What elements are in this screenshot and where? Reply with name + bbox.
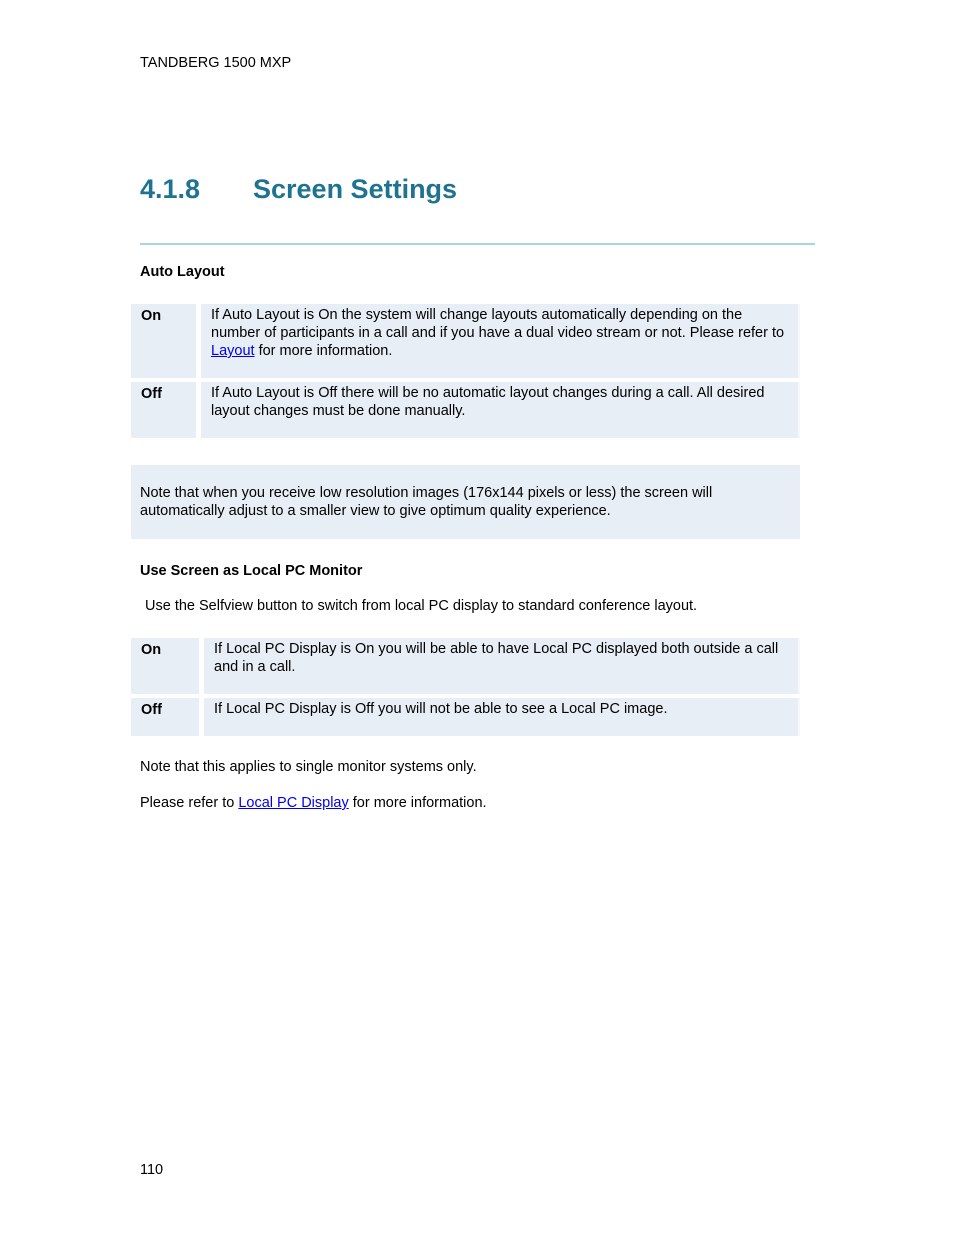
local-pc-on-key: On [131, 638, 199, 694]
low-resolution-note: Note that when you receive low resolution images (176x144 pixels or less) the screen will automatically adjust to a smaller view to give optimum quality experience. [131, 465, 800, 539]
local-pc-intro: Use the Selfview button to switch from local PC display to standard conference layout. [145, 598, 698, 614]
local-pc-heading: Use Screen as Local PC Monitor [140, 563, 363, 579]
auto-layout-on-description [201, 304, 800, 378]
auto-layout-off-description: If Auto Layout is Off there will be no automatic layout changes during a call. All desired layout changes must be done manually. [201, 382, 800, 438]
heading-divider [140, 243, 815, 245]
local-pc-reference [140, 794, 487, 812]
section-title: Screen Settings [253, 174, 458, 204]
layout-link[interactable]: Layout [211, 343, 255, 359]
auto-layout-off-key: Off [131, 382, 196, 438]
reference-text: Please refer to [140, 795, 239, 811]
auto-layout-on-text: If Auto Layout is On the system will change layouts automatically depending on the number of participants in a call and if you have a dual video stream or not. Please refer to [211, 307, 785, 341]
auto-layout-on-key: On [131, 304, 196, 378]
local-pc-off-key: Off [131, 698, 199, 736]
section-number: 4.1.8 [140, 174, 201, 204]
local-pc-display-link[interactable]: Local PC Display [238, 795, 349, 811]
page-number: 110 [140, 1162, 164, 1178]
reference-text-end: for more information. [348, 795, 487, 811]
auto-layout-heading: Auto Layout [140, 264, 225, 280]
local-pc-off-description: If Local PC Display is Off you will not be able to see a Local PC image. [204, 698, 800, 736]
section-heading [140, 171, 457, 207]
single-monitor-note: Note that this applies to single monitor systems only. [140, 759, 477, 775]
auto-layout-on-text-end: for more information. [254, 343, 393, 359]
document-header: TANDBERG 1500 MXP [140, 55, 292, 71]
local-pc-on-description: If Local PC Display is On you will be able to have Local PC displayed both outside a call and in a call. [204, 638, 800, 694]
